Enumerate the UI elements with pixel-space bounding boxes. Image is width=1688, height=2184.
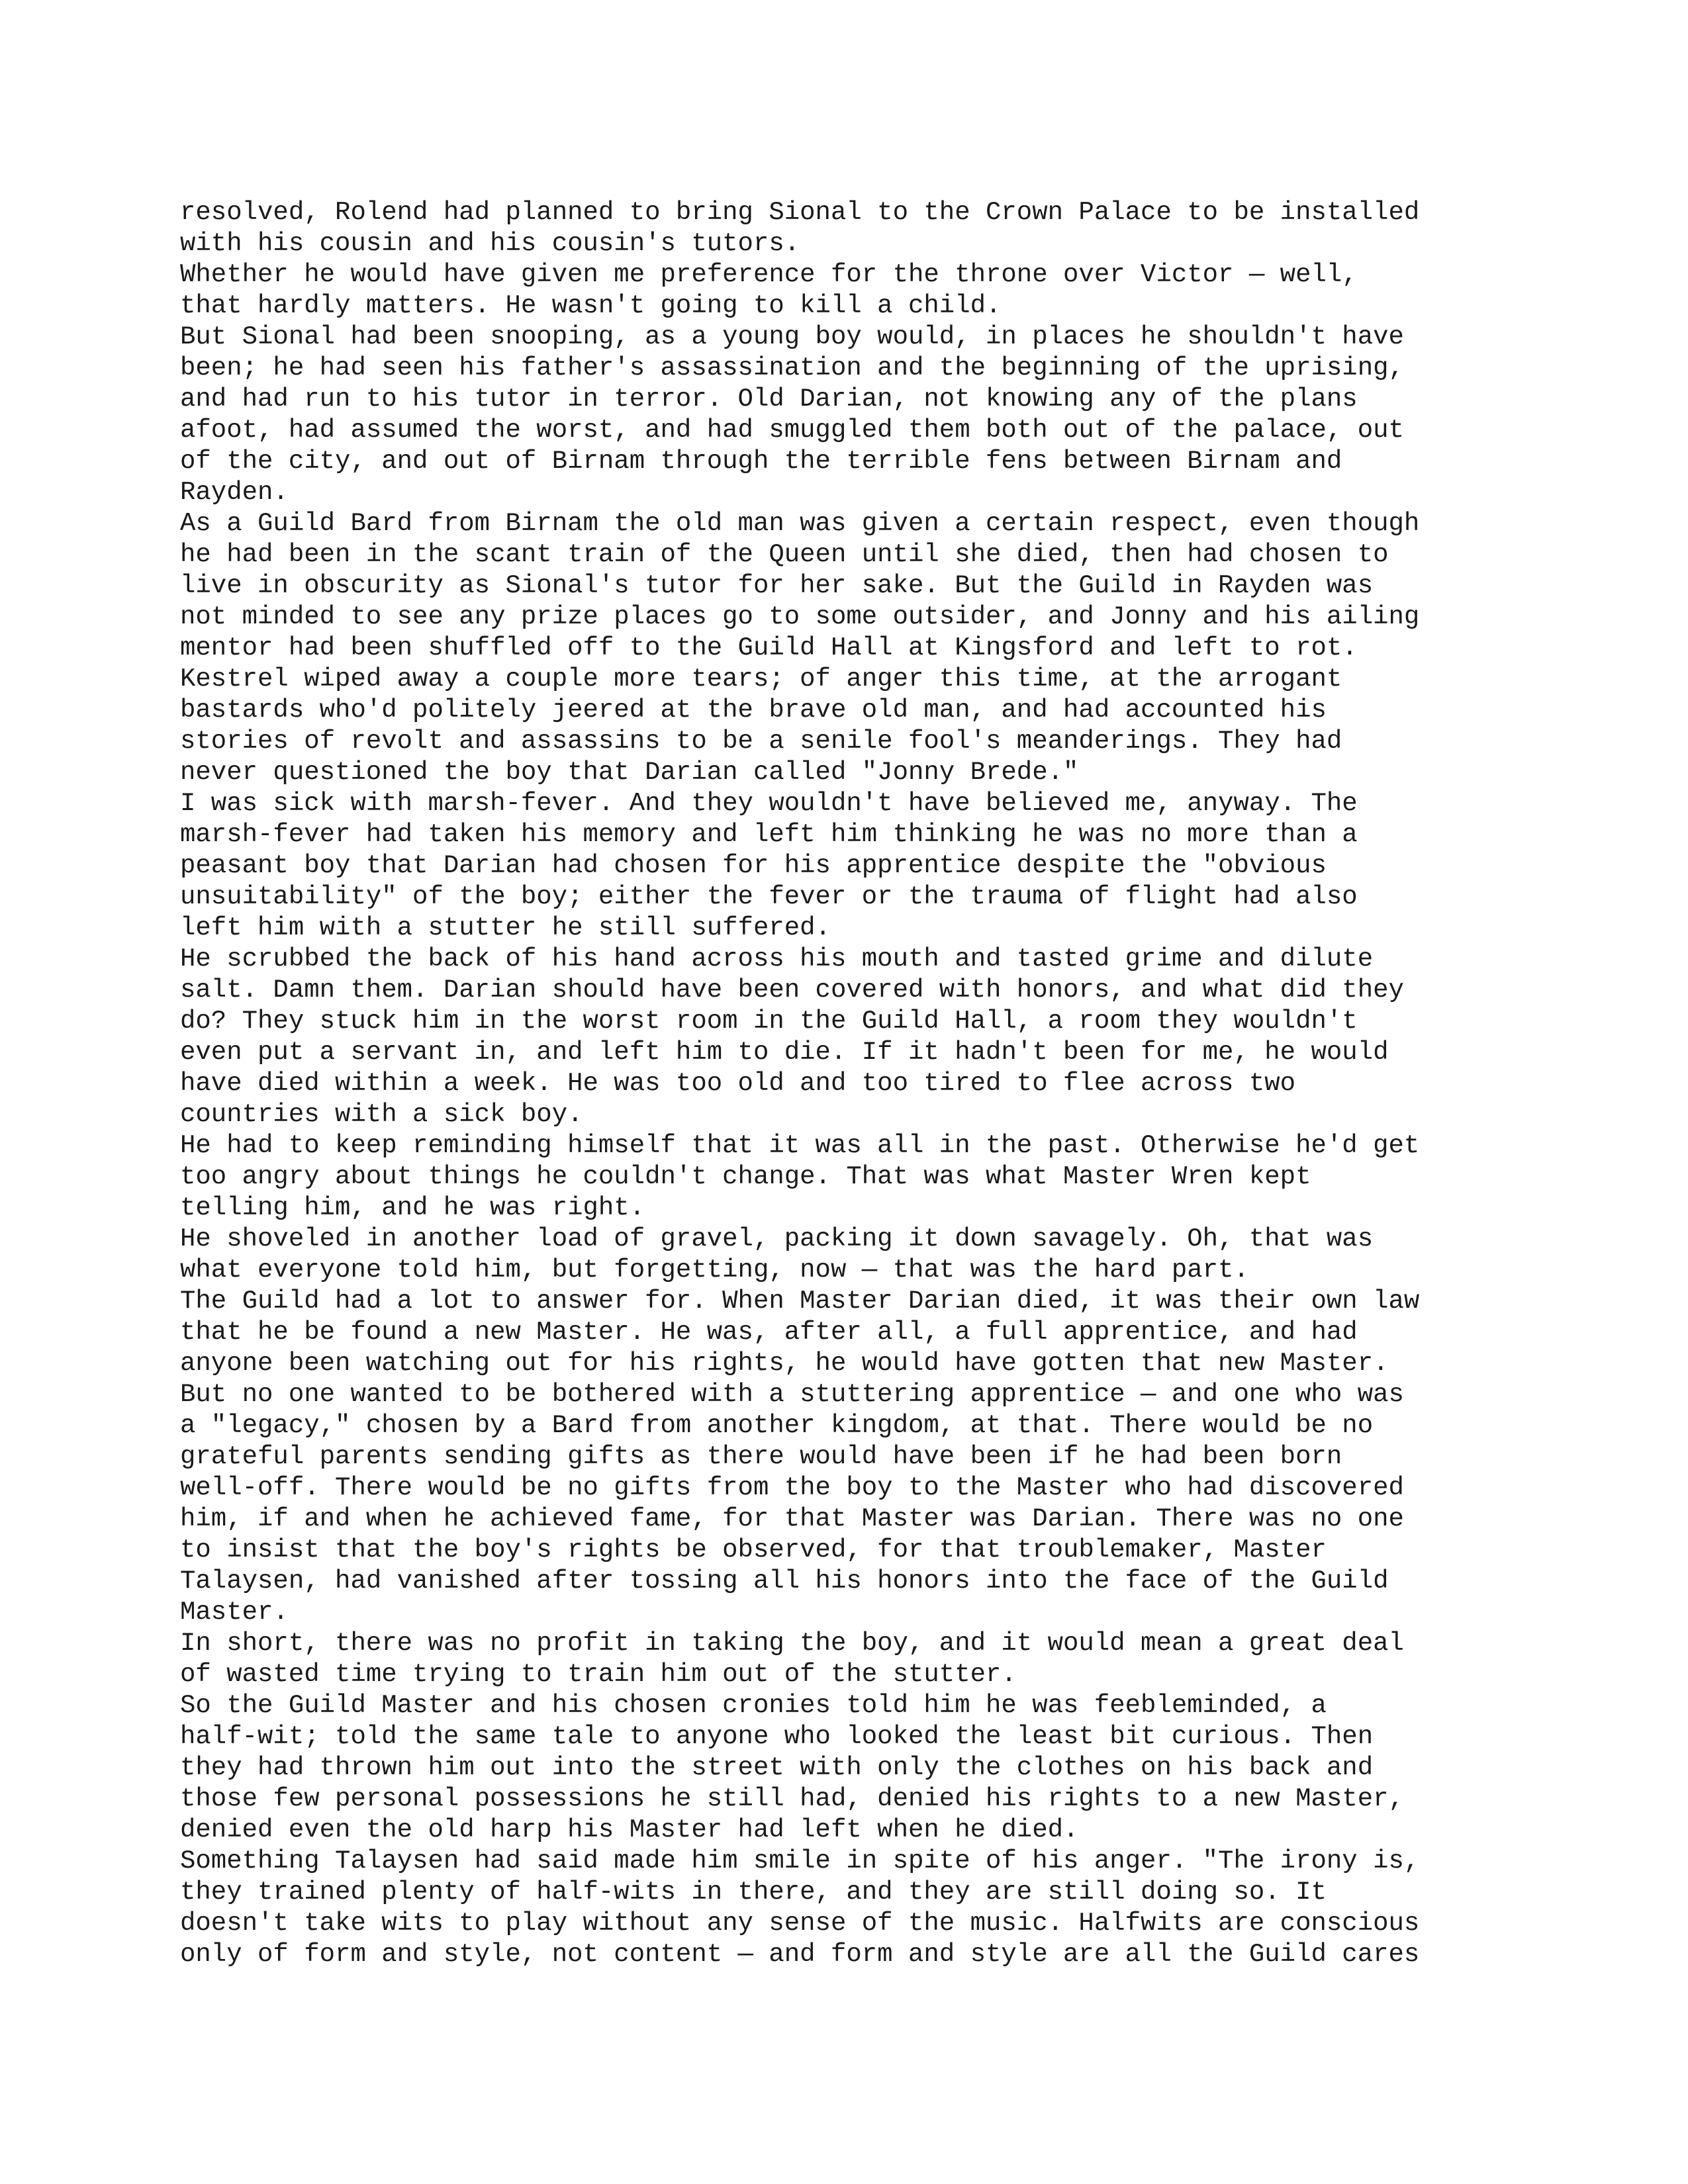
paragraph: Whether he would have given me preference for the throne over Victor — well, that hardly matters. He wasn't going to kill a child.: [180, 260, 1358, 320]
paragraph: I was sick with marsh-fever. And they wouldn't have believed me, anyway. The marsh-fever had taken his memory and left him thinking he was no more than a peasant boy that Darian had chosen for his apprentice despite the "obvious unsuitability" of the boy; either the fever or the trauma of flight had also left him with a stutter he still suffered.: [180, 789, 1358, 942]
paragraph: Something Talaysen had said made him smile in spite of his anger. "The irony is, they trained plenty of half-wits in there, and they are still doing so. It doesn't take wits to play without any sense of the music. Halfwits are conscious only of form and style, not content — and form and style are all the Guild cares: [180, 1846, 1420, 1969]
paragraph: So the Guild Master and his chosen cronies told him he was feebleminded, a half-wit; told the same tale to anyone who looked the least bit curious. Then they had thrown him out into the street with only the clothes on his back and those few personal possessions he still had, denied his rights to a new Master, denied even the old harp his Master had left when he died.: [180, 1691, 1404, 1844]
page-text: [180, 197, 1504, 1970]
paragraph: In short, there was no profit in taking the boy, and it would mean a great deal of wasted time trying to train him out of the stutter.: [180, 1629, 1404, 1689]
paragraph: He shoveled in another load of gravel, packing it down savagely. Oh, that was what everyone told him, but forgetting, now — that was the hard part.: [180, 1224, 1374, 1285]
paragraph: He had to keep reminding himself that it was all in the past. Otherwise he'd get too angry about things he couldn't change. That was what Master Wren kept telling him, and he was right.: [180, 1131, 1420, 1222]
paragraph: resolved, Rolend had planned to bring Sional to the Crown Palace to be installed with his cousin and his cousin's tutors.: [180, 198, 1420, 258]
paragraph: But Sional had been snooping, as a young boy would, in places he shouldn't have been; he had seen his father's assassination and the beginning of the uprising, and had run to his tutor in terror. Old Darian, not knowing any of the plans afoot, had assumed the worst, and had smuggled them both out of the palace, out of the city, and out of Birnam through the terrible fens between Birnam and Rayden.: [180, 322, 1404, 507]
paragraph: He scrubbed the back of his hand across his mouth and tasted grime and dilute salt. Damn them. Darian should have been covered with honors, and what did they do? They stuck him in the worst room in the Guild Hall, a room they wouldn't even put a servant in, and left him to die. If it hadn't been for me, he would have died within a week. He was too old and too tired to flee across two countries with a sick boy.: [180, 944, 1404, 1129]
paragraph: Kestrel wiped away a couple more tears; of anger this time, at the arrogant bastards who'd politely jeered at the brave old man, and had accounted his stories of revolt and assassins to be a senile fool's meanderings. They had never questioned the boy that Darian called "Jonny Brede.": [180, 664, 1342, 787]
paragraph: As a Guild Bard from Birnam the old man was given a certain respect, even though he had been in the scant train of the Queen until she died, then had chosen to live in obscurity as Sional's tutor for her sake. But the Guild in Rayden was not minded to see any prize places go to some outsider, and Jonny and his ailing mentor had been shuffled off to the Guild Hall at Kingsford and left to rot.: [180, 509, 1420, 662]
paragraph: The Guild had a lot to answer for. When Master Darian died, it was their own law that he be found a new Master. He was, after all, a full apprentice, and had anyone been watching out for his rights, he would have gotten that new Master. But no one wanted to be bothered with a stuttering apprentice — and one who was a "legacy," chosen by a Bard from another kingdom, at that. There would be no grateful parents sending gifts as there would have been if he had been born well-off. There would be no gifts from the boy to the Master who had discovered him, if and when he achieved fame, for that Master was Darian. There was no one to insist that the boy's rights be observed, for that troublemaker, Master Talaysen, had vanished after tossing all his honors into the face of the Guild Master.: [180, 1287, 1420, 1627]
